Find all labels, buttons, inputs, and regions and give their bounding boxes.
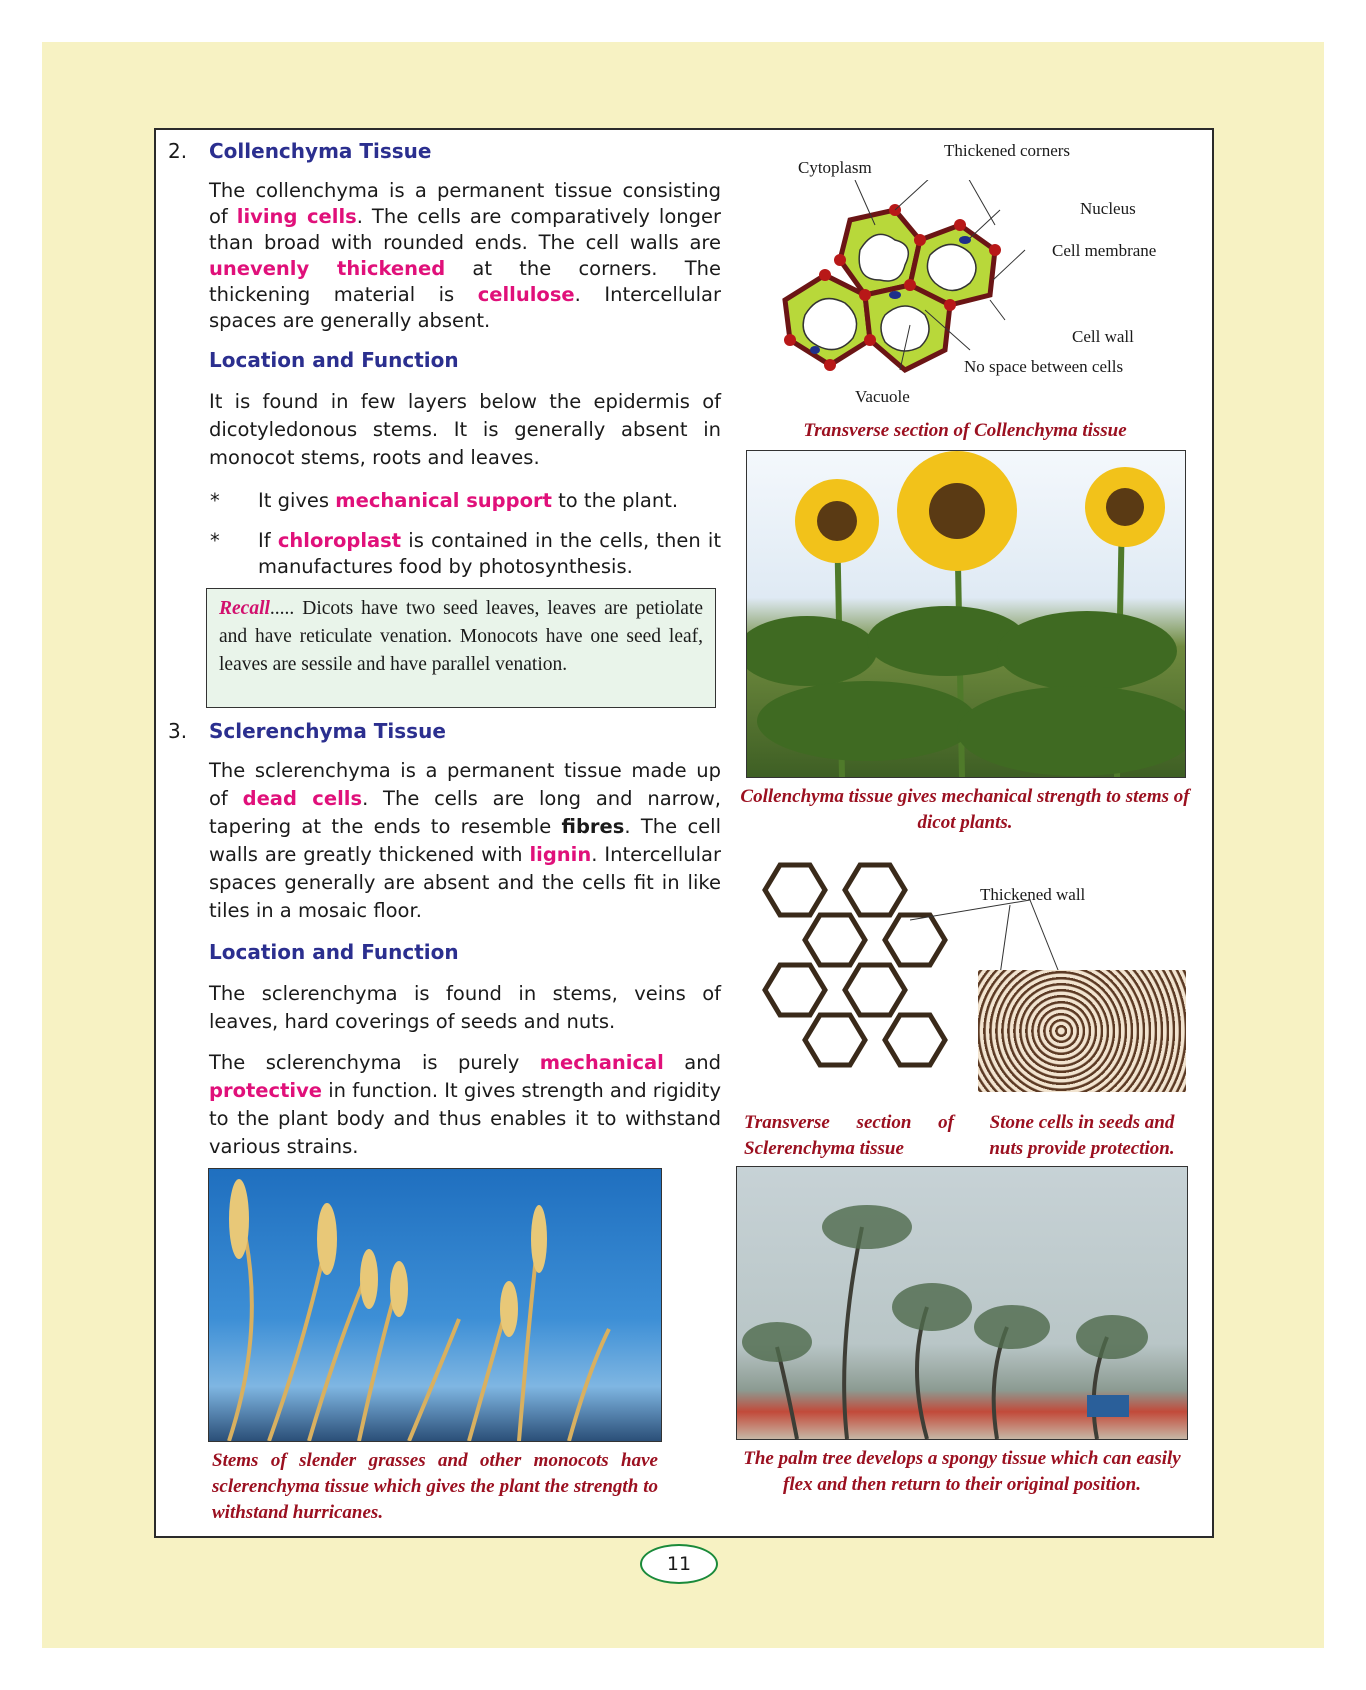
section-3-number: 3. [168, 719, 188, 743]
sunflower-photo [746, 450, 1186, 778]
leaf [757, 681, 977, 761]
collenchyma-diagram [755, 180, 1055, 420]
leader-line [955, 180, 995, 225]
recall-label: Recall [219, 598, 270, 619]
label-cell-membrane: Cell membrane [1052, 241, 1157, 260]
palm-trunk [844, 1227, 862, 1439]
leader-line [970, 210, 1000, 238]
label-nucleus: Nucleus [1080, 199, 1136, 218]
nucleus-dot [959, 236, 971, 244]
sunflower-center [817, 501, 857, 541]
sclerenchyma-function-text: The sclerenchyma is purely mechanical and protective in function. It gives strength and rigidity to the plant body and thus enables it to withstand various strains. [209, 1051, 721, 1158]
nucleus-dot [810, 346, 820, 354]
collenchyma-location-text: It is found in few layers below the epidermis of dicotyledonous stems. It is generally absent in monocot stems, roots and leaves. [209, 390, 721, 469]
grass-plume [500, 1281, 518, 1337]
thickened-corner [989, 244, 1001, 256]
bullet-1-mark: * [210, 489, 220, 512]
sclerenchyma-cell [765, 965, 825, 1015]
vacuole-shape [881, 306, 929, 351]
label-cell-wall: Cell wall [1072, 327, 1134, 346]
label-vacuole: Vacuole [855, 387, 910, 406]
vacuole-shape [803, 299, 856, 350]
thickened-corner [864, 334, 876, 346]
grass-caption: Stems of slender grasses and other monocots have sclerenchyma tissue which gives the plant the strength to withstand hurricanes. [212, 1450, 658, 1523]
palm-fronds [742, 1322, 812, 1362]
grass-plume [229, 1179, 249, 1259]
grass-plume [531, 1205, 547, 1273]
location-heading-1: Location and Function [209, 348, 459, 372]
sclerenchyma-caption: Transverse section of Sclerenchyma tissue [744, 1112, 954, 1159]
sclerenchyma-cell [805, 915, 865, 965]
grass-stem [569, 1329, 609, 1441]
sunflower-center [1106, 488, 1144, 526]
label-thickened-wall: Thickened wall [980, 885, 1086, 904]
recall-text: ..... Dicots have two seed leaves, leaves are petiolate and have reticulate venation. Monocots have one seed leaf, leaves are sessile and have parallel venation. [219, 598, 703, 675]
thickened-corner [904, 279, 916, 291]
thickened-corner [824, 359, 836, 371]
grass-plume [360, 1249, 378, 1309]
page-number: 11 [640, 1544, 718, 1584]
collenchyma-paragraph: The collenchyma is a permanent tissue consisting of living cells. The cells are comparatively longer than broad with rounded ends. The cell walls are unevenly thickened at the corners. The thickening material is cellulose. Intercellular spaces are generally absent. [209, 179, 722, 332]
leader-line [895, 180, 955, 210]
sclerenchyma-cell [805, 1015, 865, 1065]
palm-photo [736, 1166, 1188, 1440]
label-no-space: No space between cells [964, 357, 1124, 376]
building [1087, 1395, 1129, 1417]
bullet-1-text: It gives mechanical support to the plant. [258, 489, 679, 512]
palm-fronds [974, 1305, 1050, 1349]
palm-fronds [1076, 1315, 1148, 1359]
palm-fronds [892, 1283, 972, 1331]
thickened-corner [954, 219, 966, 231]
leaf [957, 686, 1185, 776]
thickened-corner [914, 234, 926, 246]
recall-box [206, 588, 716, 708]
label-thickened-corners: Thickened corners [944, 141, 1071, 160]
leader-line [990, 300, 1005, 320]
section-3-title: Sclerenchyma Tissue [209, 719, 446, 743]
thickened-corner [834, 254, 846, 266]
thickened-corner [819, 269, 831, 281]
thickened-corner [944, 299, 956, 311]
section-2-number: 2. [168, 139, 188, 163]
palm-fronds [822, 1205, 912, 1249]
label-cytoplasm: Cytoplasm [798, 158, 872, 177]
thickened-wall-leader [910, 900, 1060, 980]
grass-plume [317, 1203, 337, 1275]
location-heading-2: Location and Function [209, 940, 459, 964]
leader-line [910, 900, 1030, 920]
sunflower-caption: Collenchyma tissue gives mechanical strength to stems of dicot plants. [740, 786, 1190, 833]
section-2-title: Collenchyma Tissue [209, 139, 432, 163]
sunflower-center [929, 483, 985, 539]
sclerenchyma-location-text: The sclerenchyma is found in stems, veins of leaves, hard coverings of seeds and nuts. [209, 982, 721, 1033]
thickened-corner [859, 289, 871, 301]
thickened-corner [784, 334, 796, 346]
grass-photo [208, 1168, 662, 1442]
leader-line [1030, 900, 1060, 975]
sclerenchyma-cell [885, 1015, 945, 1065]
grass-plume [390, 1261, 408, 1317]
palm-caption: The palm tree develops a spongy tissue which can easily flex and then return to their original position. [743, 1448, 1181, 1495]
leaf [747, 616, 877, 686]
vacuole-shape [859, 234, 908, 281]
leader-line [1000, 905, 1010, 975]
sclerenchyma-cell [845, 965, 905, 1015]
vacuole-shape [927, 244, 976, 290]
bullet-2-text: If chloroplast is contained in the cells, then it manufactures food by photosynthesis. [258, 529, 721, 578]
nucleus-dot [889, 291, 901, 299]
collenchyma-diagram-caption: Transverse section of Collenchyma tissue [803, 420, 1127, 441]
stone-cells-caption: Stone cells in seeds and nuts provide protection. [989, 1112, 1175, 1159]
sclerenchyma-cell [765, 865, 825, 915]
grass-stem [309, 1269, 369, 1441]
sclerenchyma-cell [845, 865, 905, 915]
stone-cells-image [978, 970, 1186, 1092]
sclerenchyma-paragraph: The sclerenchyma is a permanent tissue made up of dead cells. The cells are long and narrow, tapering at the ends to resemble fibres. The cell walls are greatly thickened with lignin. Intercellular spaces generally are absent and the cells fit in like tiles in a mosaic floor. [209, 759, 722, 922]
bullet-2-mark: * [210, 529, 220, 552]
leaf [997, 611, 1177, 691]
grass-stem [409, 1319, 459, 1441]
